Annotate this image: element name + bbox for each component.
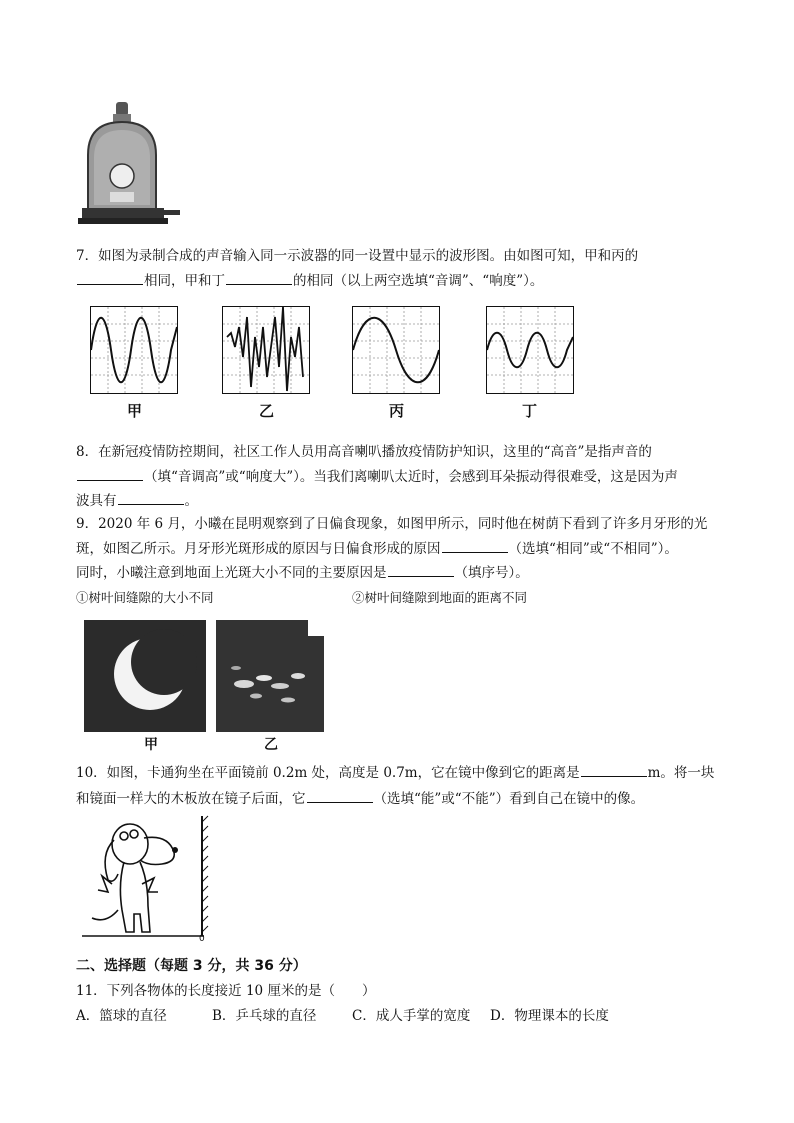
q10-line2-text-b: （选填“能”或“不能”）看到自己在镜中的像。 xyxy=(373,791,645,807)
q7-line2 xyxy=(76,270,543,291)
label-bing: 丙 xyxy=(389,402,405,420)
label-yi: 乙 xyxy=(259,402,275,420)
mirror-base-label: 0 xyxy=(199,934,205,944)
q11-option-d[interactable]: D．物理课本的长度 xyxy=(490,1008,609,1024)
q9-line3-text-b: （填序号）。 xyxy=(454,565,529,581)
q10-line2 xyxy=(76,788,644,809)
q9-option-1: ①树叶间缝隙的大小不同 xyxy=(76,590,214,605)
q9-line3 xyxy=(76,562,529,583)
q8-line2-text: （填“音调高”或“响度大”）。当我们离喇叭太近时，会感到耳朵振动得很难受，这是因为声 xyxy=(144,469,678,485)
bell-jar-image xyxy=(78,100,182,230)
q8-line3-text-a: 波具有 xyxy=(76,493,117,509)
q7-line2-text-a: 相同，甲和丁 xyxy=(144,273,225,289)
q9-blank-2[interactable] xyxy=(388,562,454,577)
q9-option-2: ②树叶间缝隙到地面的距离不同 xyxy=(352,590,528,605)
q8-line1: 8．在新冠疫情防控期间，社区工作人员用高音喇叭播放疫情防护知识，这里的“高音”是指声音的 xyxy=(76,444,652,460)
waveform-ding xyxy=(486,306,574,394)
photo-label-jia: 甲 xyxy=(144,737,158,753)
q11-option-b[interactable]: B．乒乓球的直径 xyxy=(212,1008,317,1024)
q11-option-c[interactable]: C．成人手掌的宽度 xyxy=(352,1008,471,1024)
q8-line3 xyxy=(76,490,198,511)
q8-line2 xyxy=(76,466,678,487)
q8-blank-2[interactable] xyxy=(118,490,184,505)
q8-blank-1[interactable] xyxy=(77,466,143,481)
q7-blank-2[interactable] xyxy=(226,270,292,285)
section2-title: 二、选择题（每题 3 分，共 36 分） xyxy=(76,958,307,974)
q11-stem: 11．下列各物体的长度接近 10 厘米的是（ ） xyxy=(76,983,376,999)
q10-line1-text-b: m。将一块 xyxy=(647,765,715,781)
q11-options xyxy=(76,1006,609,1026)
q9-blank-1[interactable] xyxy=(442,538,508,553)
q7-line1: 7．如图为录制合成的声音输入同一示波器的同一设置中显示的波形图。由如图可知，甲和丙的 xyxy=(76,248,639,264)
label-ding: 丁 xyxy=(522,402,538,420)
cartoon-dog-mirror-image xyxy=(78,814,218,946)
q10-blank-1[interactable] xyxy=(581,762,647,777)
q9-line2-text-a: 斑，如图乙所示。月牙形光斑形成的原因与日偏食形成的原因 xyxy=(76,541,441,557)
q11-option-a[interactable]: A．篮球的直径 xyxy=(76,1008,167,1024)
waveform-jia xyxy=(90,306,178,394)
q7-blank-1[interactable] xyxy=(77,270,143,285)
waveform-bing xyxy=(352,306,440,394)
photo-label-yi: 乙 xyxy=(264,737,278,753)
label-jia: 甲 xyxy=(127,402,143,420)
crescent-light-spots-photo xyxy=(216,620,324,732)
q10-line1-text-a: 10．如图，卡通狗坐在平面镜前 0.2m 处，高度是 0.7m，它在镜中像到它的距离是 xyxy=(76,765,580,781)
q10-line1 xyxy=(76,762,714,783)
q9-line2 xyxy=(76,538,678,559)
partial-eclipse-photo xyxy=(84,620,206,732)
q9-line1: 9．2020 年 6 月，小曦在昆明观察到了日偏食现象，如图甲所示，同时他在树荫下看到了许多月牙形的光 xyxy=(76,516,708,532)
q7-line2-text-b: 的相同（以上两空选填“音调”、“响度”）。 xyxy=(293,273,544,289)
waveform-yi xyxy=(222,306,310,394)
q9-line2-text-b: （选填“相同”或“不相同”）。 xyxy=(508,541,678,557)
q9-line3-text-a: 同时，小曦注意到地面上光斑大小不同的主要原因是 xyxy=(76,565,387,581)
q10-line2-text-a: 和镜面一样大的木板放在镜子后面，它 xyxy=(76,791,306,807)
q10-blank-2[interactable] xyxy=(307,788,373,803)
q8-line3-text-b: 。 xyxy=(184,493,198,509)
